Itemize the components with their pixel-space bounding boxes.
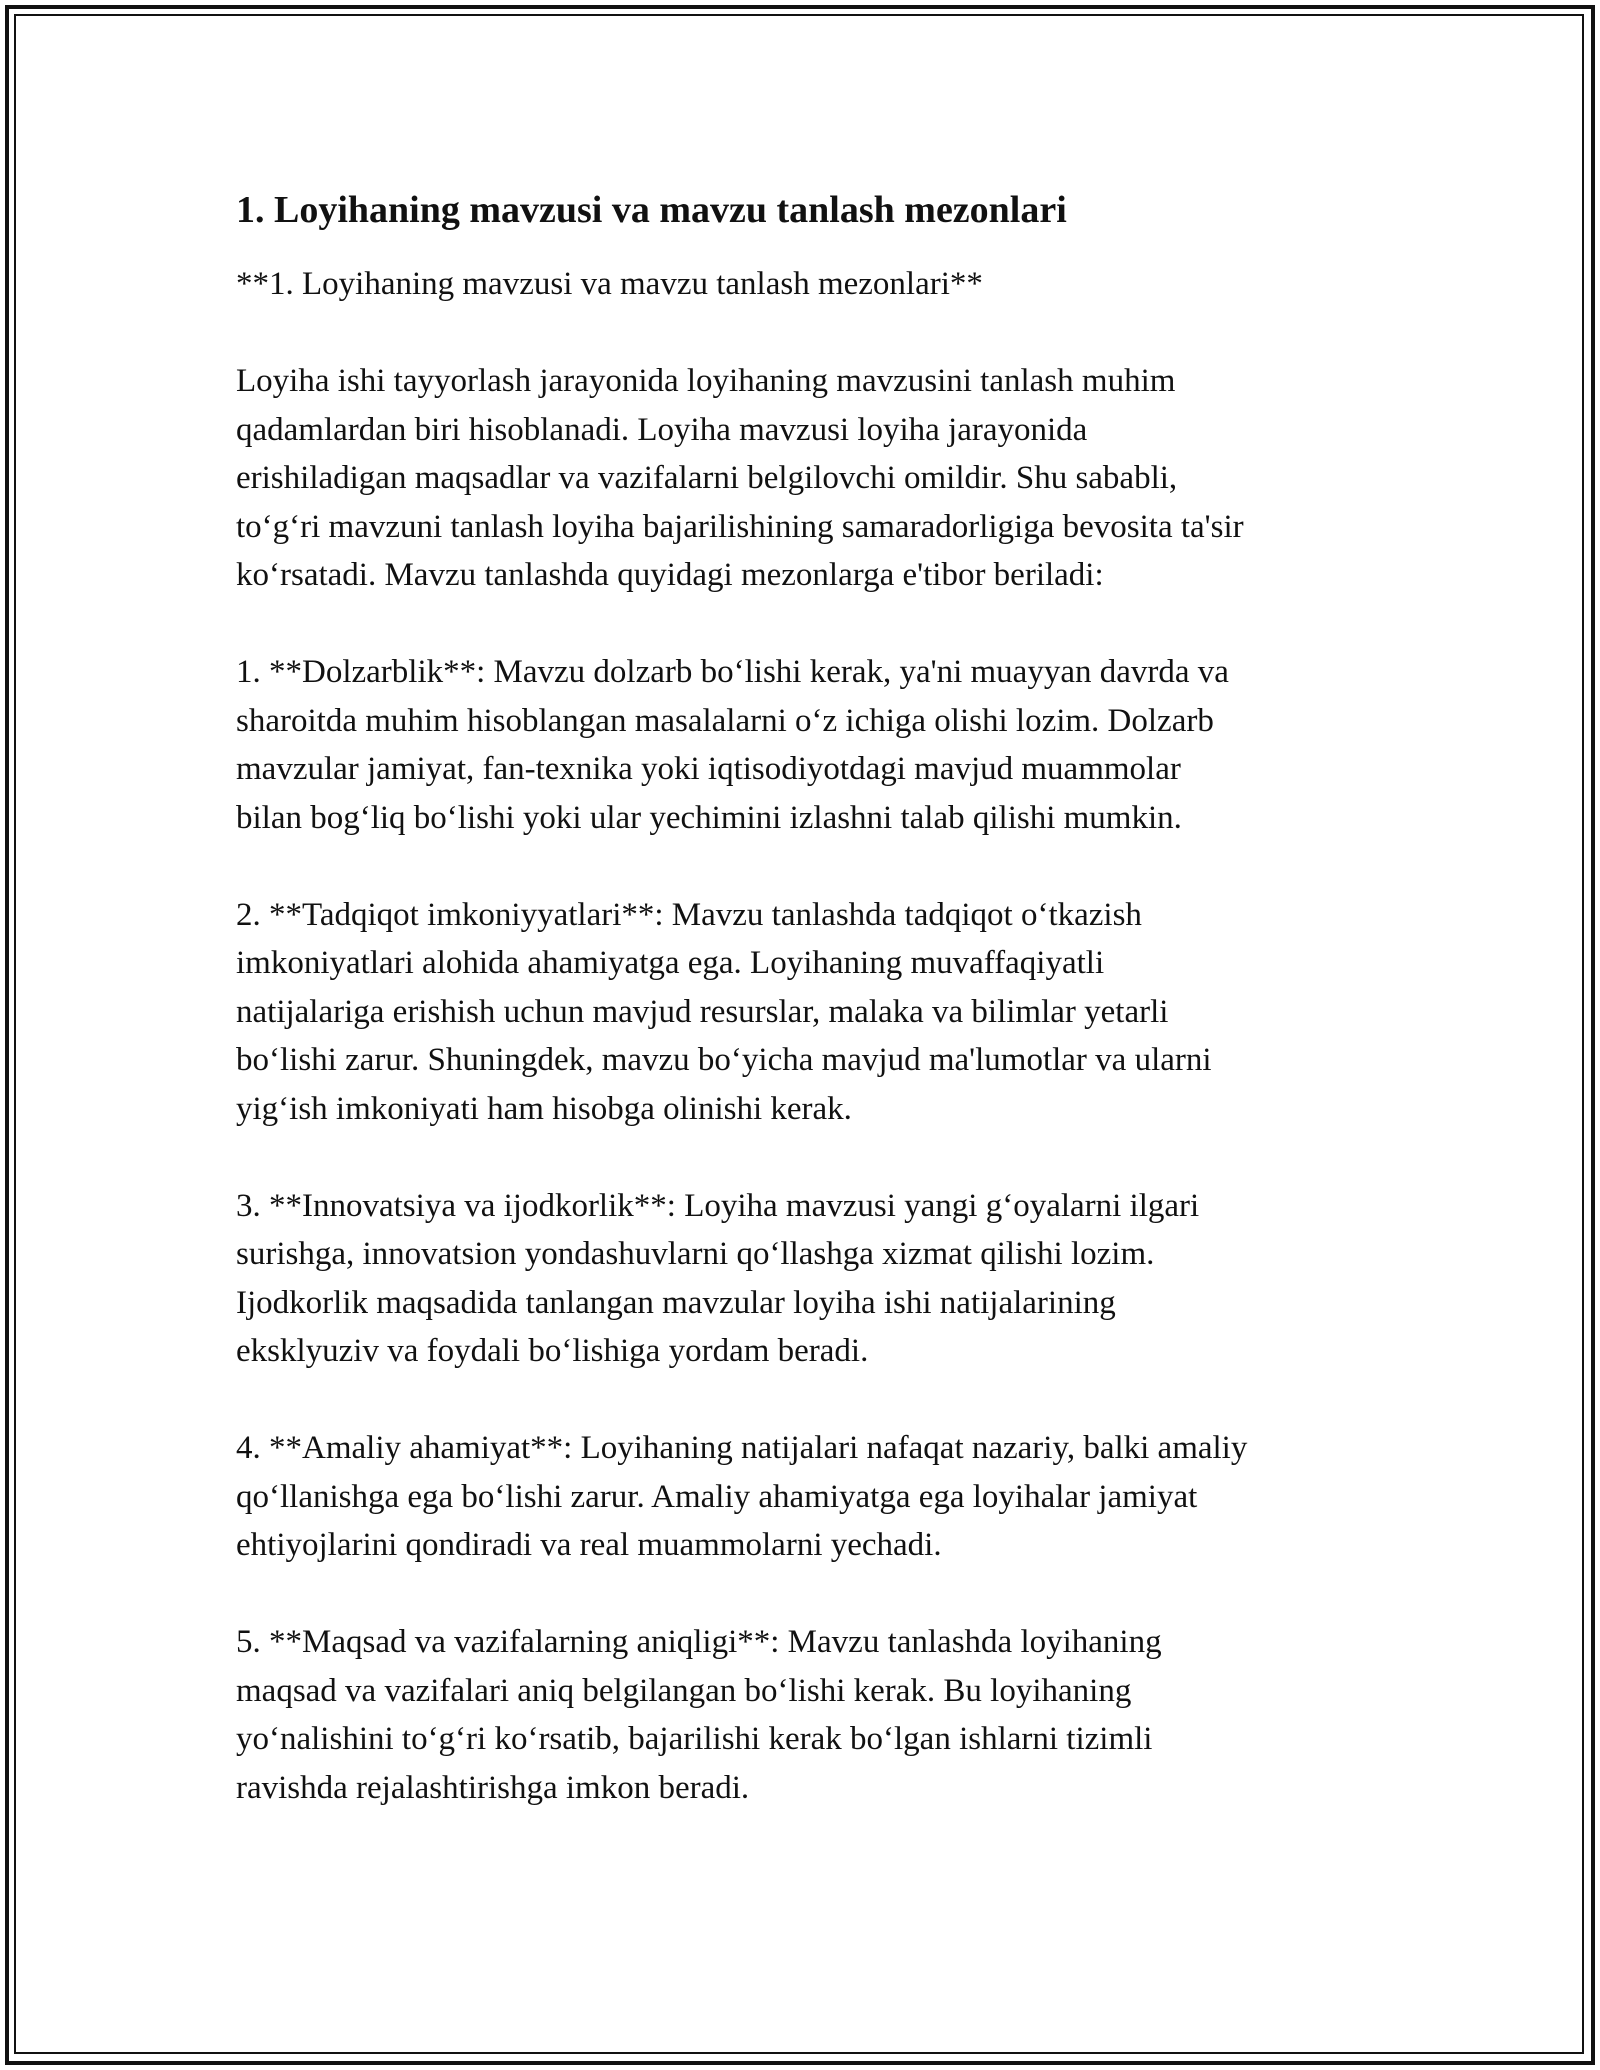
text-line: sharoitda muhim hisoblangan masalalarni o‘z ichiga olishi lozim. Dolzarb <box>236 702 1214 739</box>
text-line: yo‘nalishini to‘g‘ri ko‘rsatib, bajarilishi kerak bo‘lgan ishlarni tizimli <box>236 1721 1153 1757</box>
text-line: surishga, innovatsion yondashuvlarni qo‘llashga xizmat qilishi lozim. <box>236 1236 1155 1272</box>
paragraph-criterion-4 <box>236 1424 1386 1570</box>
text-line: ko‘rsatadi. Mavzu tanlashda quyidagi mezonlarga e'tibor beriladi: <box>236 557 1104 593</box>
paragraph-criterion-2 <box>236 891 1386 1134</box>
paragraph-criterion-3 <box>236 1182 1386 1376</box>
paragraph-intro <box>236 357 1386 600</box>
text-line: 2. **Tadqiqot imkoniyyatlari**: Mavzu tanlashda tadqiqot o‘tkazish <box>236 896 1142 933</box>
text-line: eksklyuziv va foydali bo‘lishiga yordam beradi. <box>236 1333 869 1369</box>
text-line: Loyiha ishi tayyorlash jarayonida loyihaning mavzusini tanlash muhim <box>236 363 1176 399</box>
text-line: to‘g‘ri mavzuni tanlash loyiha bajarilishining samaradorligiga bevosita ta'sir <box>236 508 1244 545</box>
text-line: 1. **Dolzarblik**: Mavzu dolzarb bo‘lishi kerak, ya'ni muayyan davrda va <box>236 654 1229 690</box>
text-line: erishiladigan maqsadlar va vazifalarni belgilovchi omildir. Shu sababli, <box>236 460 1178 496</box>
document-body <box>236 186 1386 1861</box>
text-line: bo‘lishi zarur. Shuningdek, mavzu bo‘yicha mavjud ma'lumotlar va ularni <box>236 1042 1212 1078</box>
text-line: Ijodkorlik maqsadida tanlangan mavzular loyiha ishi natijalarining <box>236 1284 1116 1321</box>
text-line: **1. Loyihaning mavzusi va mavzu tanlash mezonlari** <box>236 266 983 302</box>
paragraph-criterion-5 <box>236 1618 1386 1812</box>
document-heading: 1. Loyihaning mavzusi va mavzu tanlash mezonlari <box>236 189 1067 231</box>
text-line: yig‘ish imkoniyati ham hisobga olinishi kerak. <box>236 1090 852 1127</box>
text-line: maqsad va vazifalari aniq belgilangan bo‘lishi kerak. Bu loyihaning <box>236 1672 1132 1709</box>
text-line: ehtiyojlarini qondiradi va real muammolarni yechadi. <box>236 1527 942 1563</box>
text-line: qo‘llanishga ega bo‘lishi zarur. Amaliy ahamiyatga ega loyihalar jamiyat <box>236 1478 1198 1515</box>
text-line: natijalariga erishish uchun mavjud resurslar, malaka va bilimlar yetarli <box>236 993 1169 1030</box>
text-line: 4. **Amaliy ahamiyat**: Loyihaning natijalari nafaqat nazariy, balki amaliy <box>236 1430 1248 1466</box>
text-line: 3. **Innovatsiya va ijodkorlik**: Loyiha mavzusi yangi g‘oyalarni ilgari <box>236 1187 1200 1224</box>
text-line: qadamlardan biri hisoblanadi. Loyiha mavzusi loyiha jarayonida <box>236 411 1088 448</box>
paragraph-criterion-1 <box>236 648 1386 842</box>
text-line: imkoniyatlari alohida ahamiyatga ega. Loyihaning muvaffaqiyatli <box>236 945 1105 981</box>
text-line: ravishda rejalashtirishga imkon beradi. <box>236 1769 750 1806</box>
paragraph-title-repeat <box>236 260 1386 309</box>
text-line: mavzular jamiyat, fan-texnika yoki iqtisodiyotdagi mavjud muammolar <box>236 751 1181 787</box>
text-line: bilan bog‘liq bo‘lishi yoki ular yechimini izlashni talab qilishi mumkin. <box>236 799 1182 836</box>
text-line: 5. **Maqsad va vazifalarning aniqligi**: Mavzu tanlashda loyihaning <box>236 1624 1162 1660</box>
